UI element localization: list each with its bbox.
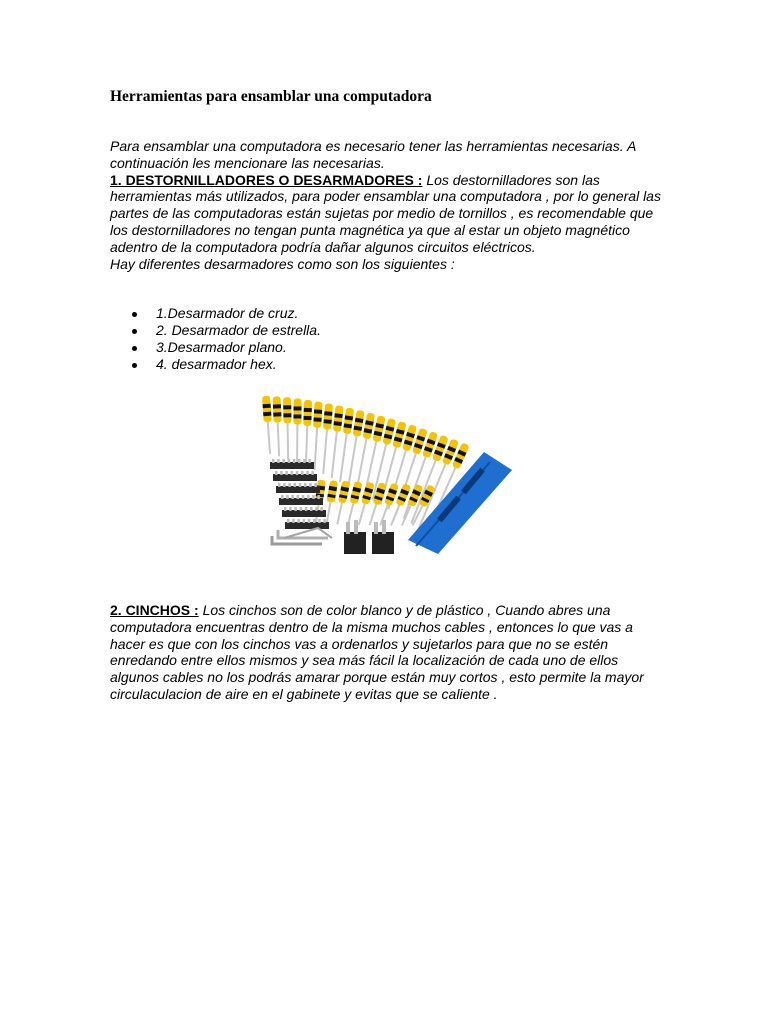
bit-icon: [288, 483, 291, 487]
bit-icon: [272, 459, 275, 463]
screwdriver-icon: [293, 398, 301, 462]
list-item: [110, 305, 321, 322]
screwdriver-set-illustration: [258, 388, 514, 566]
bit-icon: [289, 507, 292, 511]
bit-icon: [346, 522, 350, 534]
bit-icon: [304, 483, 307, 487]
bit-icon: [284, 507, 287, 511]
bit-icon: [299, 483, 302, 487]
bit-icon: [313, 519, 316, 523]
bit-icon: [287, 519, 290, 523]
bullet-icon: [132, 312, 137, 317]
shaft: [296, 424, 298, 462]
shaft: [287, 423, 290, 459]
section2-heading: 2. CINCHOS :: [110, 602, 199, 618]
bit-strip-icon: [270, 462, 314, 469]
handle: [273, 396, 282, 422]
bit-strip-icon: [276, 486, 320, 493]
bit-icon: [382, 520, 386, 534]
shaft: [347, 503, 354, 525]
handle: [362, 412, 375, 439]
handle-band: [303, 416, 311, 420]
screwdriver-icon: [311, 401, 323, 470]
bit-icon: [282, 459, 285, 463]
screwdriver-icon: [302, 400, 312, 467]
bit-icon: [309, 483, 312, 487]
allen-keys: [272, 528, 332, 544]
handle-band: [283, 413, 291, 417]
shaft: [267, 422, 271, 454]
handle-band: [293, 406, 301, 410]
bit-icon: [291, 495, 294, 499]
shaft: [401, 505, 412, 526]
bit-icon: [275, 471, 278, 475]
handle-band: [263, 404, 271, 409]
bit-icon: [310, 507, 313, 511]
handle-band: [273, 412, 281, 416]
screwdriver-set-image: [258, 388, 514, 566]
section2-block: [110, 602, 662, 703]
shaft: [347, 436, 357, 487]
list-item-text: 1.Desarmador de cruz.: [156, 305, 299, 321]
handle-band: [313, 417, 321, 421]
shaft: [339, 434, 348, 483]
bit-icon: [315, 507, 318, 511]
bit-icon: [301, 471, 304, 475]
bit-icon: [302, 495, 305, 499]
screwdriver-icon: [262, 396, 274, 454]
handle: [353, 410, 365, 437]
handle-band: [263, 412, 271, 417]
handle-band: [314, 409, 322, 413]
shaft: [358, 504, 366, 526]
bit-icon: [306, 471, 309, 475]
handle: [333, 405, 344, 432]
bit-icon: [303, 519, 306, 523]
bit-strip-icon: [273, 474, 317, 481]
bit-icon: [305, 507, 308, 511]
handle-band: [273, 404, 281, 408]
list-item-text: 2. Desarmador de estrella.: [156, 322, 321, 338]
screwdriver-icon: [273, 396, 284, 456]
bit-icon: [308, 519, 311, 523]
bit-icon: [291, 471, 294, 475]
bit-icon: [323, 519, 326, 523]
bit-icon: [281, 495, 284, 499]
bit-strip-icon: [282, 510, 326, 517]
bit-icon: [297, 519, 300, 523]
bit-holder-icon: [372, 532, 394, 554]
section1-text: Los destornilladores son las herramientas más utilizados, para poder ensamblar una computadora , por lo general las partes de las computadoras están sujetas por medio de tornillos , es recomendable que los destornilladores no tengan punta magnética ya que al estar un objeto magnético adentro de la computadora podría dañar algunos circuitos eléctricos.: [110, 171, 661, 255]
handle-band: [304, 408, 312, 412]
handle: [326, 480, 338, 503]
section1-heading: 1. DESTORNILLADORES O DESARMADORES :: [110, 171, 423, 188]
bit-icon: [277, 459, 280, 463]
bit-icon: [297, 495, 300, 499]
handle-band: [323, 419, 331, 424]
small-screwdrivers-row: [312, 479, 436, 527]
shaft: [314, 428, 318, 471]
handle-band: [293, 414, 301, 418]
bit-icon: [283, 483, 286, 487]
bit-icon: [292, 519, 295, 523]
bit-icon: [354, 520, 358, 534]
bit-icon: [317, 495, 320, 499]
page-title: Herramientas para ensamblar una computadora: [110, 88, 432, 105]
section2-text: Los cinchos son de color blanco y de plástico , Cuando abres una computadora encuentras dentro de la misma muchos cables , entonces lo que vas a hacer es que con los cinchos vas a ordenarlos y sujetarlos para que no se estén enredando entre ellos mismos y sea más fácil la localización de cada uno de ellos algunos cables no los podrás amarar porque están muy cortos , esto permite la mayor circulaculacion de aire en el gabinete y evitas que se caliente .: [110, 602, 644, 702]
list-item: [110, 356, 321, 373]
shaft: [326, 502, 332, 524]
handle-band: [324, 411, 332, 416]
list-intro: Hay diferentes desarmadores como son los siguientes :: [110, 255, 455, 272]
bit-strip-icon: [279, 498, 323, 505]
section1-paragraph: [110, 172, 662, 256]
bit-icon: [285, 471, 288, 475]
bullet-icon: [132, 346, 137, 351]
handle: [349, 481, 362, 504]
bit-icon: [318, 519, 321, 523]
screwdriver-icon: [283, 397, 292, 459]
bit-icon: [308, 459, 311, 463]
bit-icon: [293, 459, 296, 463]
bit-icon: [300, 507, 303, 511]
bit-icon: [311, 471, 314, 475]
shaft: [322, 429, 328, 474]
handle: [338, 481, 350, 504]
screwdriver-list: [110, 305, 321, 373]
handle: [343, 407, 354, 434]
handle: [323, 403, 333, 430]
shaft: [336, 503, 343, 525]
handle: [283, 397, 291, 423]
list-item-text: 4. desarmador hex.: [156, 356, 277, 372]
bit-icon: [303, 459, 306, 463]
bit-icon: [320, 507, 323, 511]
bit-icon: [312, 495, 315, 499]
shaft: [331, 431, 338, 478]
shaft: [390, 505, 400, 526]
bit-icon: [298, 459, 301, 463]
bit-strip-icon: [285, 522, 329, 529]
handle: [303, 400, 312, 426]
list-item: [110, 322, 321, 339]
intro-paragraph: Para ensamblar una computadora es necesario tener las herramientas necesarias. A continuación les mencionare las necesarias.: [110, 138, 636, 171]
bit-holder-icon: [344, 532, 366, 554]
handle: [262, 396, 272, 422]
handle: [361, 482, 375, 505]
bit-icon: [288, 459, 291, 463]
handle: [313, 401, 323, 427]
list-item-text: 3.Desarmador plano.: [156, 339, 287, 355]
bit-icon: [294, 507, 297, 511]
bit-icon: [280, 471, 283, 475]
section1-block: [110, 138, 662, 272]
bit-icon: [278, 483, 281, 487]
bit-icon: [286, 495, 289, 499]
bit-icon: [296, 471, 299, 475]
bit-icon: [374, 522, 378, 534]
handle: [293, 398, 301, 424]
bit-icon: [307, 495, 310, 499]
list-item: [110, 339, 321, 356]
handle-band: [283, 405, 291, 409]
bullet-icon: [132, 363, 137, 368]
bit-icon: [314, 483, 317, 487]
shaft: [277, 422, 281, 456]
bit-holders: [344, 520, 394, 554]
bit-icon: [294, 483, 297, 487]
bullet-icon: [132, 329, 137, 334]
